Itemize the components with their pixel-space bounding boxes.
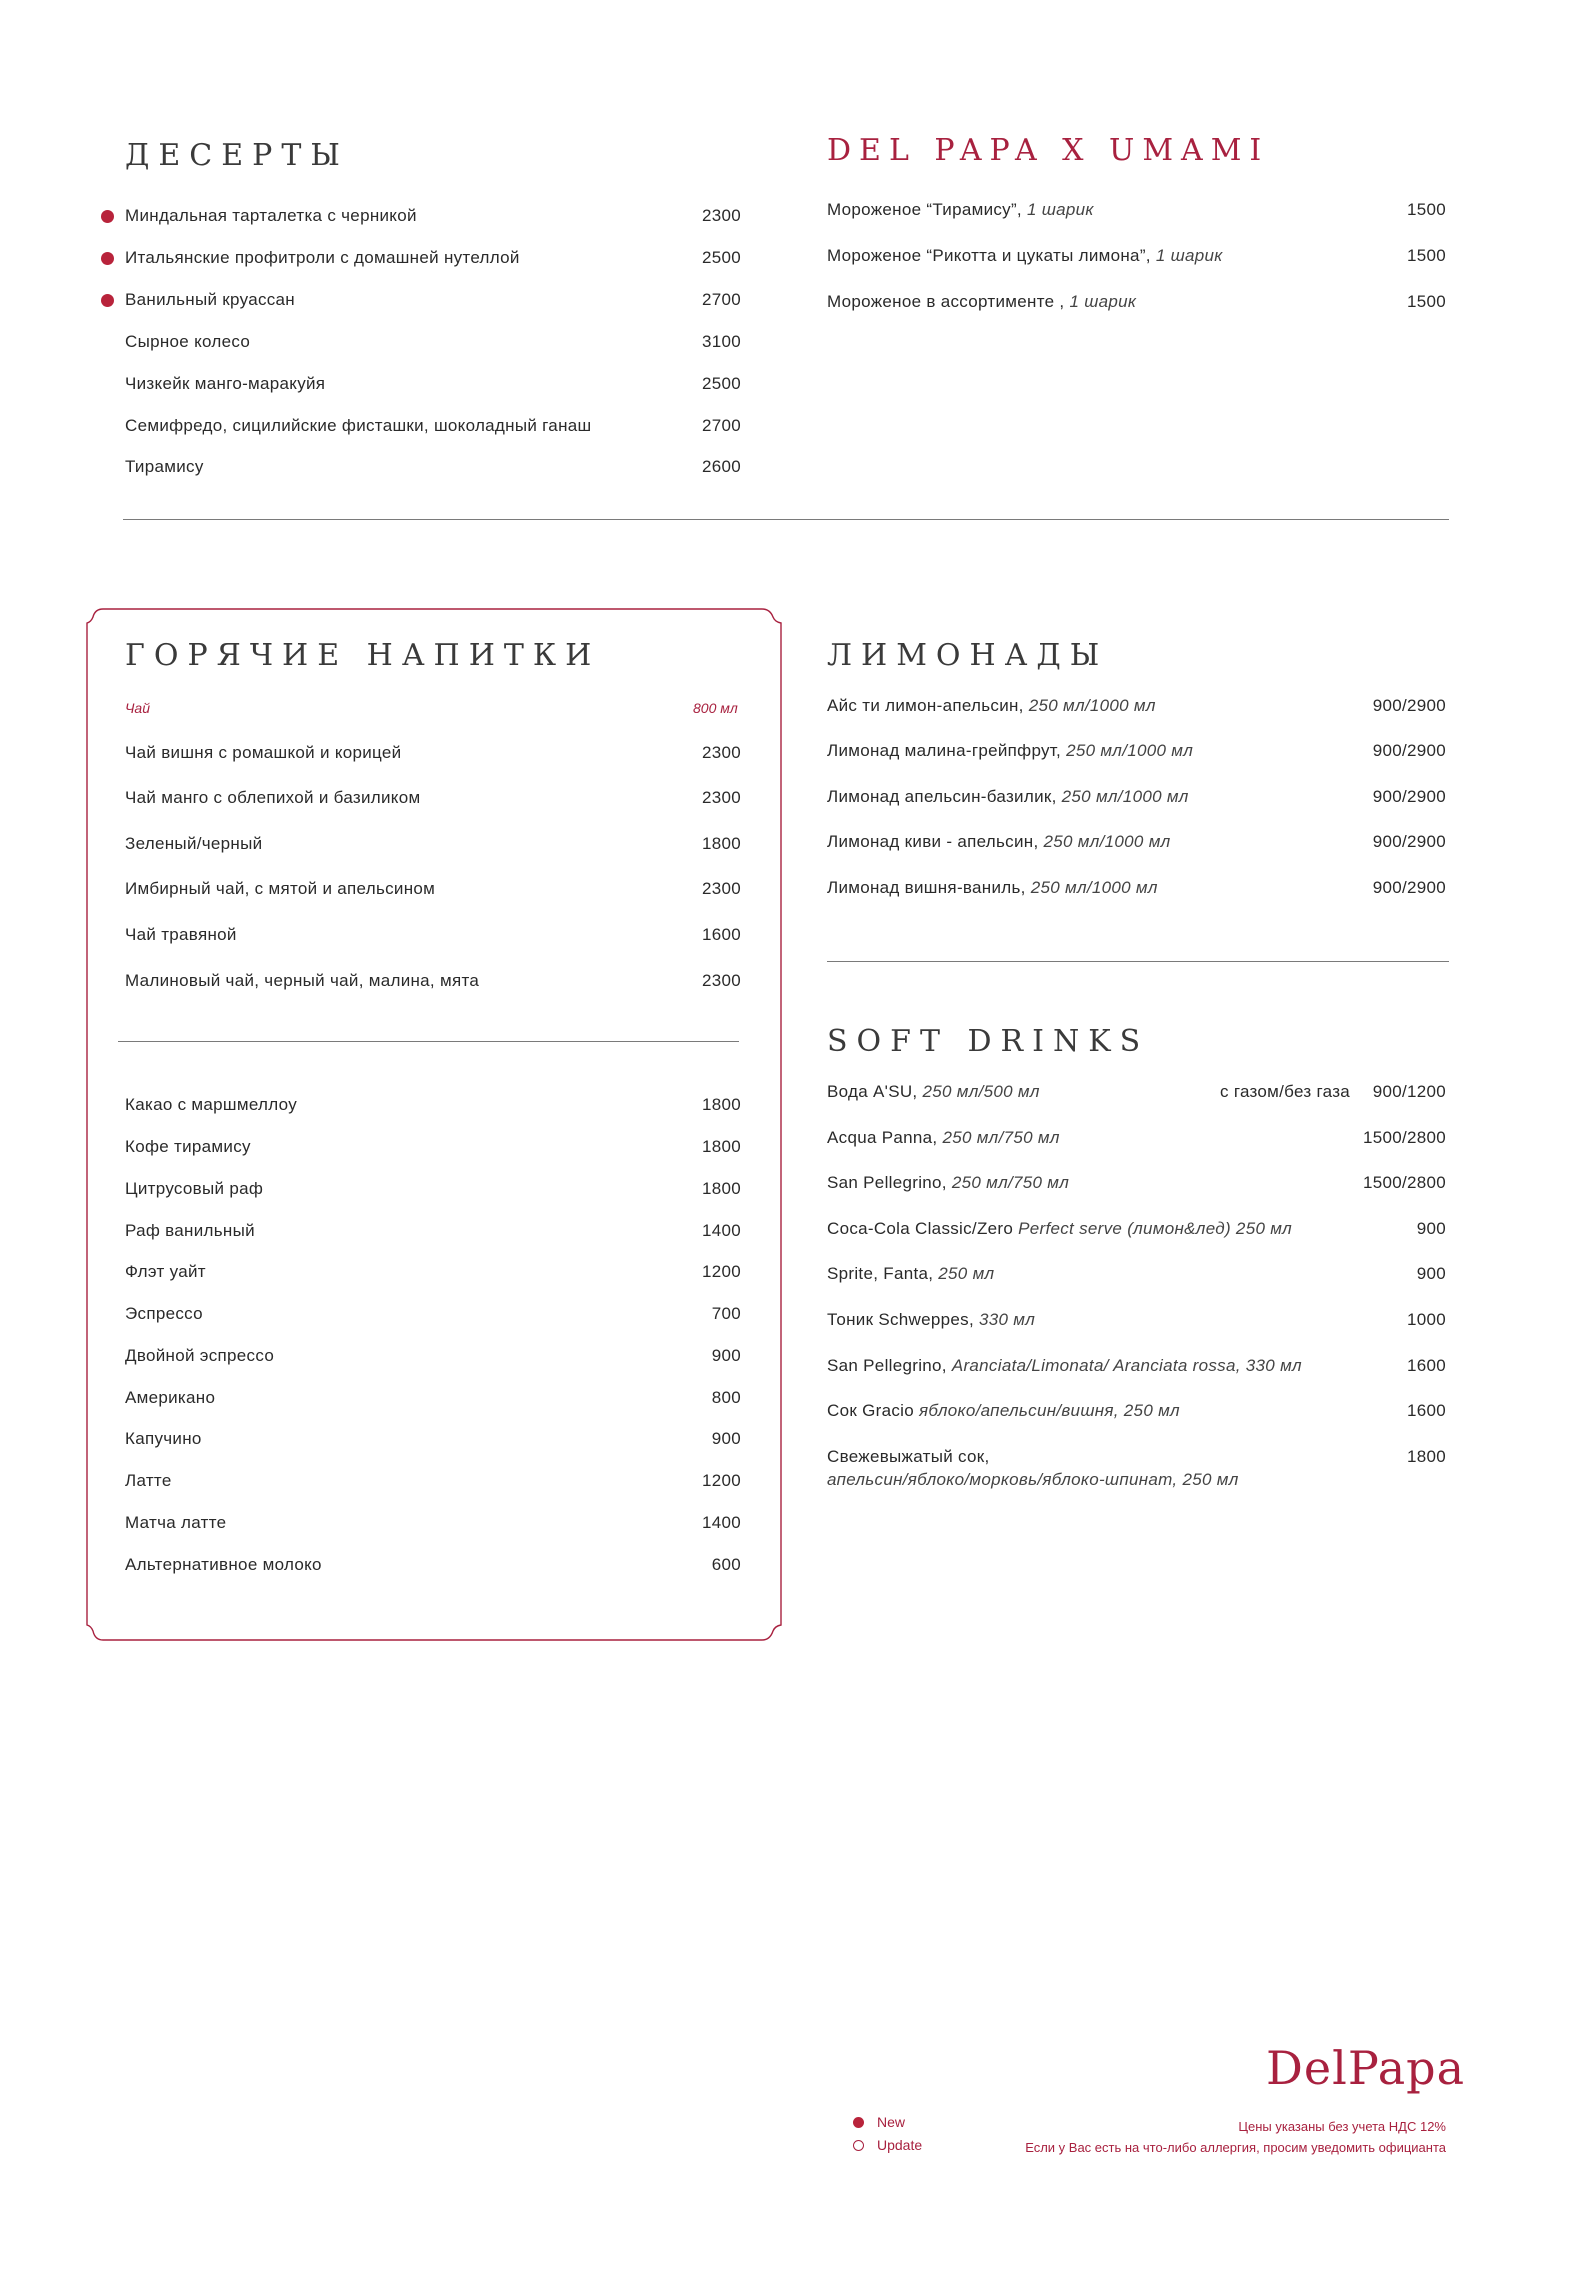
new-marker-icon xyxy=(101,294,114,307)
soft-drink-item: Свежевыжатый сок, апельсин/яблоко/морковь/яблоко-шпинат, 250 мл 1800 xyxy=(827,1447,1446,1489)
lemonades-list: Айс ти лимон-апельсин, 250 мл/1000 мл 900/2900 Лимонад малина-грейпфрут, 250 мл/1000 мл 900/2900 Лимонад апельсин-базилик, 250 мл/1000 мл 900/2900 Лимонад киви - апельсин, 250 мл/1000 мл 900/2900 Лимонад вишня-ваниль, 250 мл/1000 мл 900/2900 xyxy=(827,696,1446,897)
tea-volume: 800 мл xyxy=(693,700,738,716)
umami-list: Мороженое “Тирамису”, 1 шарик 1500 Мороженое “Рикотта и цукаты лимона”, 1 шарик 1500 Мороженое в ассортименте , 1 шарик 1500 xyxy=(827,200,1446,311)
coffee-list: Какао с маршмеллоу 1800 Кофе тирамису 1800 Цитрусовый раф 1800 Раф ванильный 1400 Флэт уайт 1200 Эспрессо 700 Двойной эспрессо 900 Американо 800 Капучино 900 Латте 1200 Матча латте 1400 Альтернативное молоко 600 xyxy=(125,1095,741,1574)
lemonades-heading: ЛИМОНАДЫ xyxy=(827,638,1109,673)
hot-drinks-heading: ГОРЯЧИЕ НАПИТКИ xyxy=(125,638,601,673)
tea-list: Чай вишня с ромашкой и корицей 2300 Чай манго с облепихой и базиликом 2300 Зеленый/черный 1800 Имбирный чай, с мятой и апельсином 2300 Чай травяной 1600 Малиновый чай, черный чай, малина, мята 2300 xyxy=(125,743,741,990)
update-marker-icon xyxy=(853,2140,864,2151)
vat-note: Цены указаны без учета НДС 12% xyxy=(1238,2119,1446,2134)
delpapa-logo: DelPapa xyxy=(1266,2041,1465,2095)
umami-heading: DEL PAPA X UMAMI xyxy=(827,133,1270,168)
soft-drinks-heading: SOFT DRINKS xyxy=(827,1024,1150,1059)
tea-label: Чай xyxy=(125,700,150,716)
new-marker-icon xyxy=(101,210,114,223)
desserts-heading: ДЕСЕРТЫ xyxy=(125,138,349,173)
desserts-list: Миндальная тарталетка с черникой 2300 Итальянские профитроли с домашней нутеллой 2500 Ванильный круассан 2700 Сырное колесо 3100 Чизкейк манго-маракуйя 2500 Семифредо, сицилийские фисташки, шоколадный ганаш 2700 Тирамису 2600 xyxy=(125,205,741,485)
legend-new: New xyxy=(877,2114,905,2130)
new-marker-icon xyxy=(853,2117,864,2128)
top-divider xyxy=(123,519,1449,520)
soft-drinks-list: Вода A'SU, 250 мл/500 мл с газом/без газа 900/1200 Acqua Panna, 250 мл/750 мл 1500/2800 San Pellegrino, 250 мл/750 мл 1500/2800 Coca-Cola Classic/Zero Perfect serve (лимон&лед) 250 мл 900 Sprite, Fanta, 250 мл 900 Тоник Schweppes, 330 мл 1000 San Pellegrino, Aranciata/Limonata/ Aranciata rossa, 330 мл 1600 Сок Gracio яблоко/апельсин/вишня, 250 мл 1600 Свежевыжатый сок, апельсин/яблоко/морковь/яблоко-шпинат, 250 мл 1800 xyxy=(827,1081,1446,1501)
new-marker-icon xyxy=(101,252,114,265)
hot-drinks-divider xyxy=(118,1041,739,1042)
legend-update: Update xyxy=(877,2137,922,2153)
allergy-note: Если у Вас есть на что-либо аллергия, просим уведомить официанта xyxy=(1025,2140,1446,2155)
lemonades-divider xyxy=(827,961,1449,962)
